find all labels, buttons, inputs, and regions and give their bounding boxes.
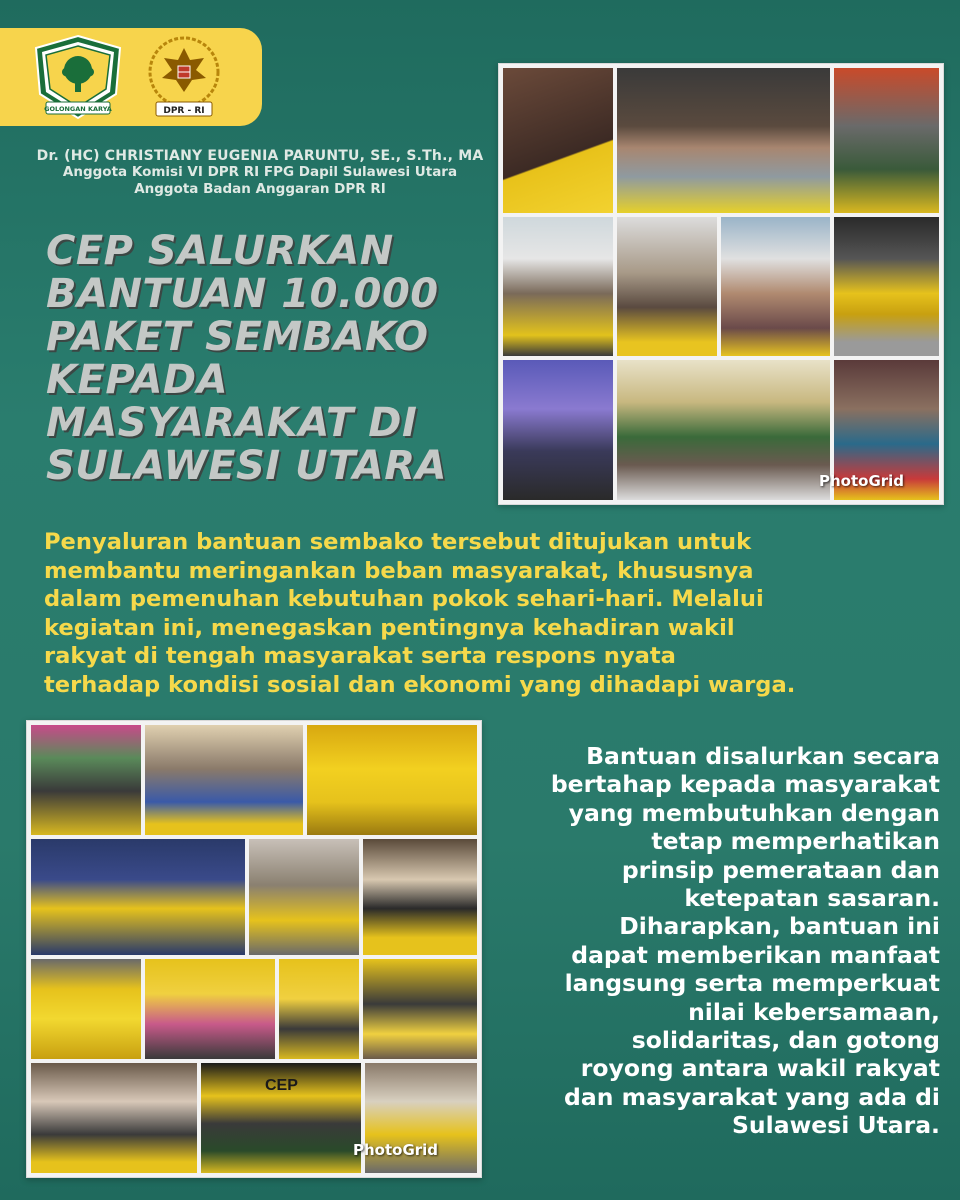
photogrid-watermark: PhotoGrid <box>819 472 905 490</box>
photo-group-porch-2 <box>617 217 717 356</box>
paragraph-2-line: dapat memberikan manfaat <box>571 940 940 969</box>
photo-recipients-line <box>834 68 939 213</box>
photo-collage-top <box>498 63 944 505</box>
photo-sembako-bags <box>307 725 477 835</box>
headline <box>46 230 486 488</box>
photo-car-trunk-packages <box>834 217 939 356</box>
paragraph-2 <box>480 742 940 1140</box>
photo-tent-gathering <box>31 725 141 835</box>
photo-collage-bottom <box>26 720 482 1178</box>
paragraph-2-line: nilai kebersamaan, <box>688 997 940 1026</box>
paragraph-2-line: solidaritas, dan gotong <box>631 1026 940 1055</box>
headline-line: BANTUAN 10.000 <box>46 271 439 317</box>
headline-line: CEP SALURKAN <box>46 228 394 274</box>
photo-yellow-room-2 <box>279 959 359 1059</box>
paragraph-2-line: yang membutuhkan dengan <box>568 798 940 827</box>
profile-role-2: Anggota Badan Anggaran DPR RI <box>134 181 386 197</box>
cep-banner-text: CEP <box>265 1077 298 1094</box>
paragraph-1-line: terhadap kondisi sosial dan ekonomi yang dihadapi warga. <box>44 671 796 698</box>
photo-church-hall-1 <box>503 360 613 500</box>
golkar-logo <box>32 34 124 120</box>
photo-yellow-room-3 <box>363 959 477 1059</box>
photo-group-porch-3 <box>721 217 830 356</box>
photo-church-hall-2 <box>617 360 830 500</box>
headline-line: KEPADA <box>46 357 229 403</box>
photo-standing-group <box>363 839 477 955</box>
paragraph-1-line: rakyat di tengah masyarakat serta respons nyata <box>44 643 676 669</box>
paragraph-1-line: dalam pemenuhan kebutuhan pokok sehari-hari. Melalui <box>44 586 764 612</box>
photogrid-watermark: PhotoGrid <box>353 1141 439 1159</box>
photo-banner-bingkisan-natal <box>31 839 245 955</box>
photo-speaker <box>31 1063 197 1173</box>
photo-man-with-package <box>617 68 830 213</box>
paragraph-1-line: kegiatan ini, menegaskan pentingnya kehadiran wakil <box>44 614 735 641</box>
headline-line: PAKET SEMBAKO <box>46 314 429 360</box>
paragraph-2-line: royong antara wakil rakyat <box>580 1054 940 1083</box>
paragraph-1 <box>44 528 924 699</box>
headline-line: SULAWESI UTARA <box>46 443 447 489</box>
party-label: GOLONGAN KARYA <box>44 105 112 113</box>
paragraph-2-line: ketepatan sasaran. <box>684 884 940 913</box>
dpr-label: DPR - RI <box>163 106 205 116</box>
profile-name: Dr. (HC) CHRISTIANY EUGENIA PARUNTU, SE., S.Th., MA <box>36 148 484 164</box>
paragraph-1-line: membantu meringankan beban masyarakat, khususnya <box>44 557 754 584</box>
photo-package-pile <box>31 959 141 1059</box>
dpr-emblem <box>140 32 228 122</box>
profile-role-1: Anggota Komisi VI DPR RI FPG Dapil Sulawesi Utara <box>62 164 458 180</box>
paragraph-2-line: Sulawesi Utara. <box>732 1111 940 1140</box>
photo-courtyard-packages <box>249 839 359 955</box>
paragraph-2-line: Bantuan disalurkan secara <box>586 742 940 770</box>
paragraph-2-line: prinsip pemerataan dan <box>621 855 940 884</box>
photo-yellow-room-1 <box>145 959 275 1059</box>
paragraph-2-line: dan masyarakat yang ada di <box>564 1082 940 1111</box>
paragraph-2-line: tetap memperhatikan <box>651 827 940 856</box>
logo-bar <box>0 28 262 126</box>
paragraph-1-line: Penyaluran bantuan sembako tersebut ditujukan untuk <box>44 529 752 555</box>
photo-group-porch-1 <box>503 217 613 356</box>
photo-house-event <box>145 725 303 835</box>
photo-elderly-woman-with-package <box>503 68 613 213</box>
photo-cep-banner-crowd <box>201 1063 361 1173</box>
profile-block <box>0 148 520 198</box>
headline-line: MASYARAKAT DI <box>46 400 418 446</box>
paragraph-2-line: Diharapkan, bantuan ini <box>619 912 940 941</box>
paragraph-2-line: langsung serta memperkuat <box>564 969 940 998</box>
paragraph-2-line: bertahap kepada masyarakat <box>550 770 940 799</box>
